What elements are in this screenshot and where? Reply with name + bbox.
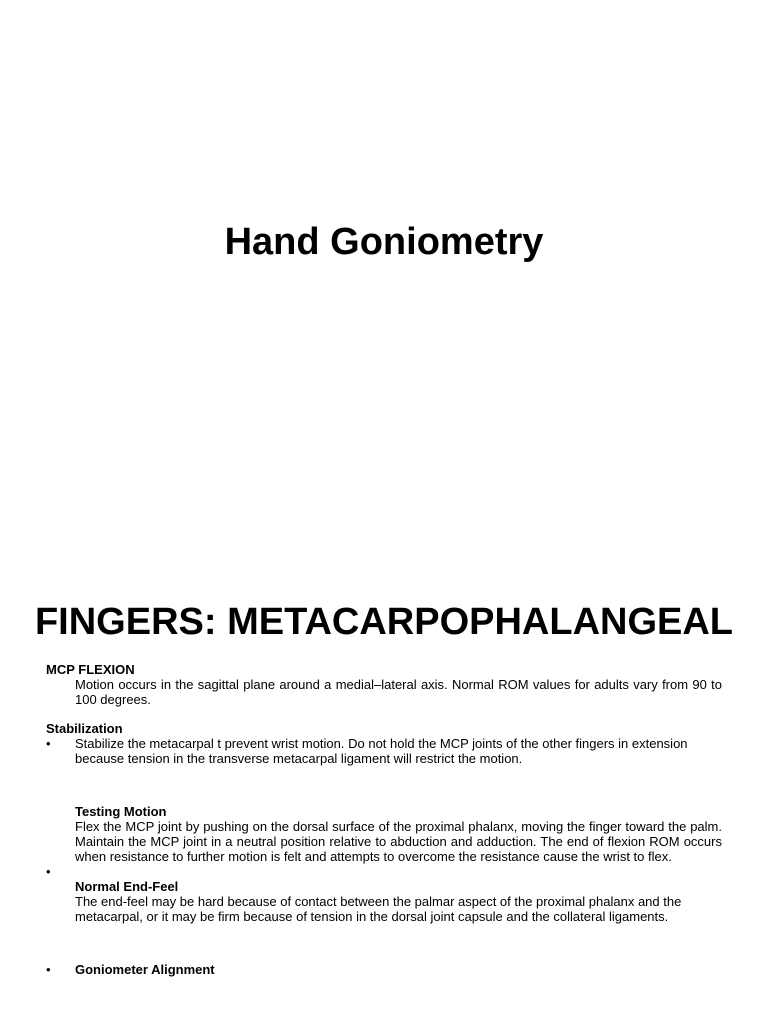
slide-mcp-content: [46, 662, 722, 977]
testing-motion-text: Flex the MCP joint by pushing on the dorsal surface of the proximal phalanx, moving the finger toward the palm. Maintain the MCP joint in a neutral position relative to abduction and adduction. The end of flexion ROM occurs when resistance to further motion is felt and attempts to overcome the resistance cause the wrist to flex.: [75, 819, 722, 864]
spacer: [46, 707, 722, 721]
slide-mcp-heading: FINGERS: METACARPOPHALANGEAL: [34, 601, 734, 643]
bullet-marker: •: [46, 864, 51, 879]
slide-title-heading: Hand Goniometry: [224, 221, 544, 263]
normal-end-feel-item: [46, 864, 722, 924]
spacer: [46, 766, 722, 804]
slide-mcp: [0, 576, 768, 1024]
spacer: [46, 924, 722, 962]
normal-end-feel-heading: Normal End-Feel: [75, 879, 179, 894]
stabilization-item: [46, 736, 722, 766]
spacer: [75, 864, 722, 879]
normal-end-feel-text: The end-feel may be hard because of contact between the palmar aspect of the proximal phalanx and the metacarpal, or it may be firm because of tension in the dorsal joint capsule and the collateral ligaments.: [75, 894, 682, 924]
testing-motion-heading: Testing Motion: [75, 804, 167, 819]
goniometer-alignment-heading: Goniometer Alignment: [75, 962, 215, 977]
bullet-marker: •: [46, 962, 51, 977]
mcp-flexion-text: Motion occurs in the sagittal plane around a medial–lateral axis. Normal ROM values for adults vary from 90 to 100 degrees.: [75, 677, 722, 707]
stabilization-heading: Stabilization: [46, 721, 123, 736]
normal-end-feel-block: [75, 864, 722, 924]
bullet-marker: •: [46, 736, 51, 751]
mcp-flexion-heading: MCP FLEXION: [46, 662, 135, 677]
stabilization-text: Stabilize the metacarpal t prevent wrist motion. Do not hold the MCP joints of the other fingers in extension because tension in the transverse metacarpal ligament will restrict the motion.: [75, 736, 688, 766]
goniometer-alignment-item: [46, 962, 722, 977]
